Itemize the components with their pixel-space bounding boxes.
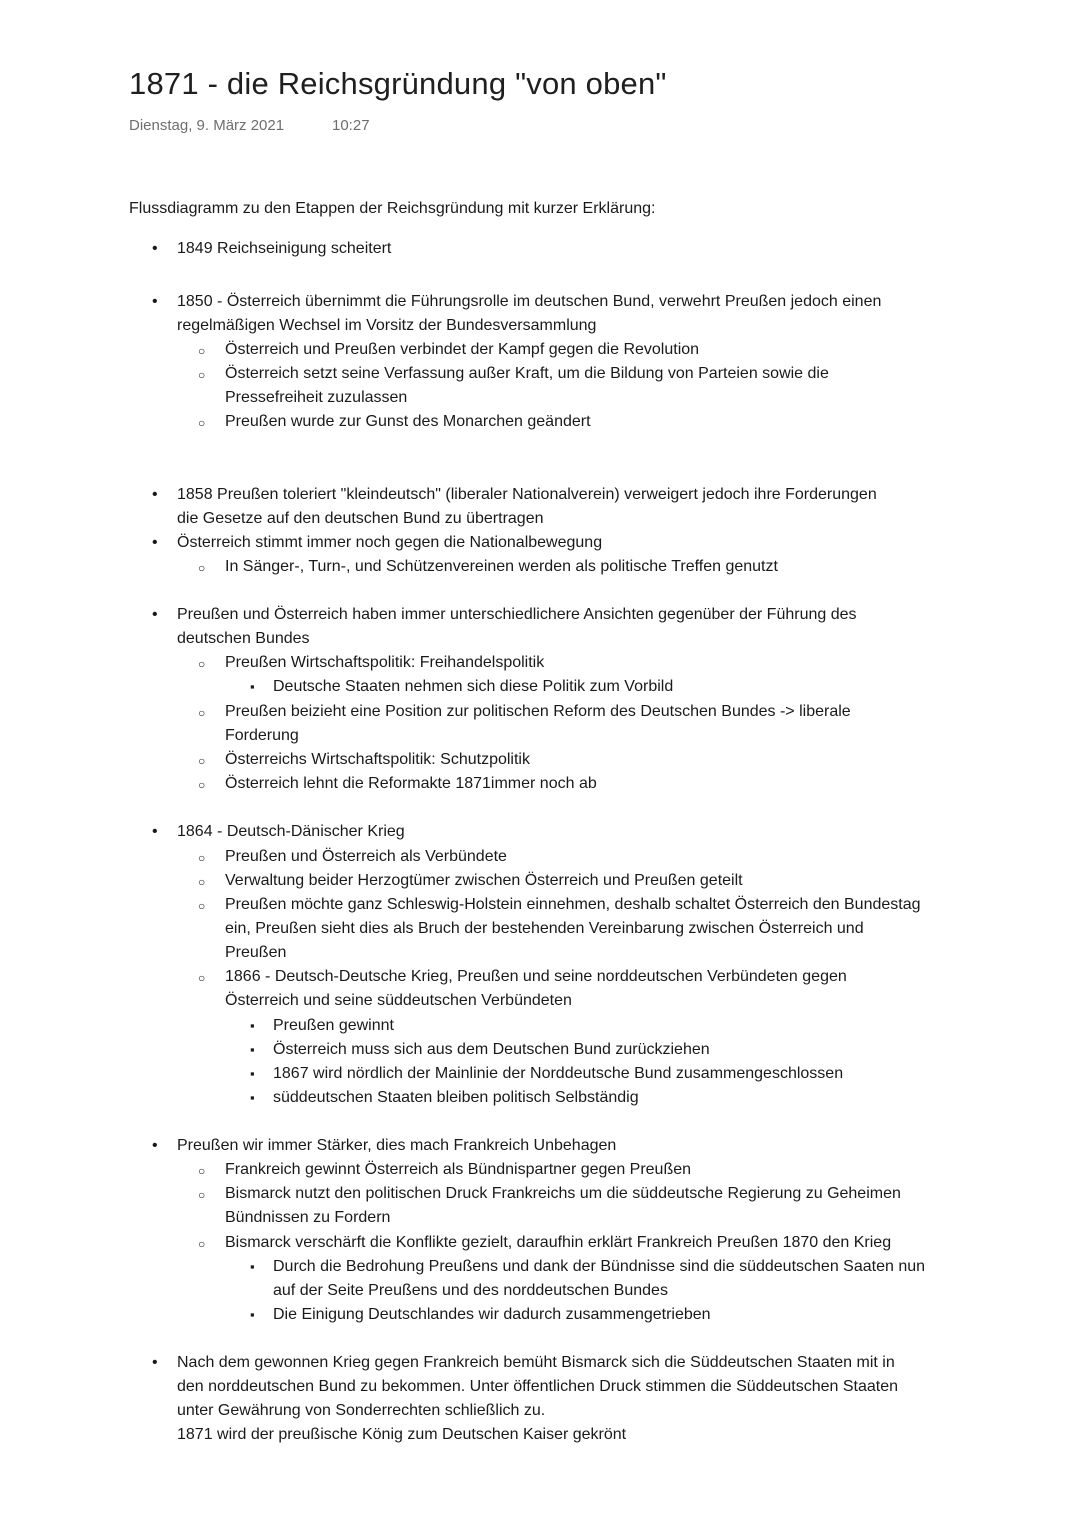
list-item-nationalbewegung: • Österreich stimmt immer noch gegen die Nationalbewegung [177,531,602,555]
sublist-item: ○ Preußen möchte ganz Schleswig-Holstein einnehmen, deshalb schaltet Österreich den Bundestag [225,893,921,917]
sublist-item-cont: Österreich und seine süddeutschen Verbündeten [225,992,572,1009]
subsublist-item: ▪ süddeutschen Staaten bleiben politisch Selbständig [273,1086,639,1110]
list-item-1871: • Nach dem gewonnen Krieg gegen Frankreich bemüht Bismarck sich die Süddeutschen Staaten mit in [177,1351,895,1375]
sublist-item-cont: Forderung [225,727,299,744]
list-item-1850-cont: regelmäßigen Wechsel im Vorsitz der Bundesversammlung [177,317,597,334]
subsublist-item: ▪ Österreich muss sich aus dem Deutschen Bund zurückziehen [273,1038,710,1062]
page-time: 10:27 [332,117,370,134]
list-item-ansichten: • Preußen und Österreich haben immer unterschiedlichere Ansichten gegenüber der Führung des [177,603,857,627]
subsublist-item: ▪ Preußen gewinnt [273,1014,394,1038]
sublist-item: ○ Österreich setzt seine Verfassung außer Kraft, um die Bildung von Parteien sowie die [225,362,829,386]
sublist-item-cont: ein, Preußen sieht dies als Bruch der bestehenden Vereinbarung zwischen Österreich und [225,920,864,937]
list-item-1871-cont: den norddeutschen Bund zu bekommen. Unter öffentlichen Druck stimmen die Süddeutschen Staaten [177,1378,899,1395]
sublist-item: ○ In Sänger-, Turn-, und Schützenvereinen werden als politische Treffen genutzt [225,555,778,579]
sublist-item-cont: Pressefreiheit zuzulassen [225,389,408,406]
list-item-1858-cont: die Gesetze auf den deutschen Bund zu übertragen [177,510,544,527]
subsublist-item: ▪ 1867 wird nördlich der Mainlinie der Norddeutsche Bund zusammengeschlossen [273,1062,843,1086]
sublist-item: ○ Preußen und Österreich als Verbündete [225,845,507,869]
list-item-1871-cont: 1871 wird der preußische König zum Deutschen Kaiser gekrönt [177,1426,627,1443]
sublist-item-cont: Preußen [225,944,287,961]
sublist-item-1866: ○ 1866 - Deutsch-Deutsche Krieg, Preußen und seine norddeutschen Verbündeten gegen [225,965,847,989]
sublist-item: ○ Preußen Wirtschaftspolitik: Freihandelspolitik [225,651,544,675]
sublist-item-cont: Bündnissen zu Fordern [225,1209,391,1226]
list-item-1871-cont: unter Gewährung von Sonderrechten schließlich zu. [177,1402,546,1419]
sublist-item: ○ Preußen wurde zur Gunst des Monarchen geändert [225,410,591,434]
list-item-ansichten-cont: deutschen Bundes [177,630,310,647]
list-item-1864: • 1864 - Deutsch-Dänischer Krieg [177,820,405,844]
list-item-1858: • 1858 Preußen toleriert "kleindeutsch" (liberaler Nationalverein) verweigert jedoch ihre Forderungen [177,483,877,507]
sublist-item: ○ Bismarck verschärft die Konflikte gezielt, daraufhin erklärt Frankreich Preußen 1870 den Krieg [225,1231,891,1255]
intro-text: Flussdiagramm zu den Etappen der Reichsgründung mit kurzer Erklärung: [129,200,656,217]
sublist-item: ○ Österreich lehnt die Reformakte 1871immer noch ab [225,772,597,796]
sublist-item: ○ Verwaltung beider Herzogtümer zwischen Österreich und Preußen geteilt [225,869,743,893]
sublist-item: ○ Bismarck nutzt den politischen Druck Frankreichs um die süddeutsche Regierung zu Geheimen [225,1182,901,1206]
sublist-item: ○ Österreich und Preußen verbindet der Kampf gegen die Revolution [225,338,699,362]
page-date: Dienstag, 9. März 2021 [129,117,285,134]
list-item-frankreich: • Preußen wir immer Stärker, dies mach Frankreich Unbehagen [177,1134,616,1158]
sublist-item: ○ Preußen beizieht eine Position zur politischen Reform des Deutschen Bundes -> liberale [225,700,851,724]
list-item-1850: • 1850 - Österreich übernimmt die Führungsrolle im deutschen Bund, verwehrt Preußen jedoch einen [177,290,881,314]
list-item-1849: • 1849 Reichseinigung scheitert [177,237,391,261]
sublist-item: ○ Frankreich gewinnt Österreich als Bündnispartner gegen Preußen [225,1158,691,1182]
subsublist-item: ▪ Die Einigung Deutschlandes wir dadurch zusammengetrieben [273,1303,711,1327]
subsublist-item-cont: auf der Seite Preußens und des norddeutschen Bundes [273,1282,668,1299]
page-title[interactable]: 1871 - die Reichsgründung "von oben" [129,66,667,101]
subsublist-item: ▪ Durch die Bedrohung Preußens und dank der Bündnisse sind die süddeutschen Saaten nun [273,1255,925,1279]
subsublist-item: ▪ Deutsche Staaten nehmen sich diese Politik zum Vorbild [273,675,673,699]
sublist-item: ○ Österreichs Wirtschaftspolitik: Schutzpolitik [225,748,530,772]
